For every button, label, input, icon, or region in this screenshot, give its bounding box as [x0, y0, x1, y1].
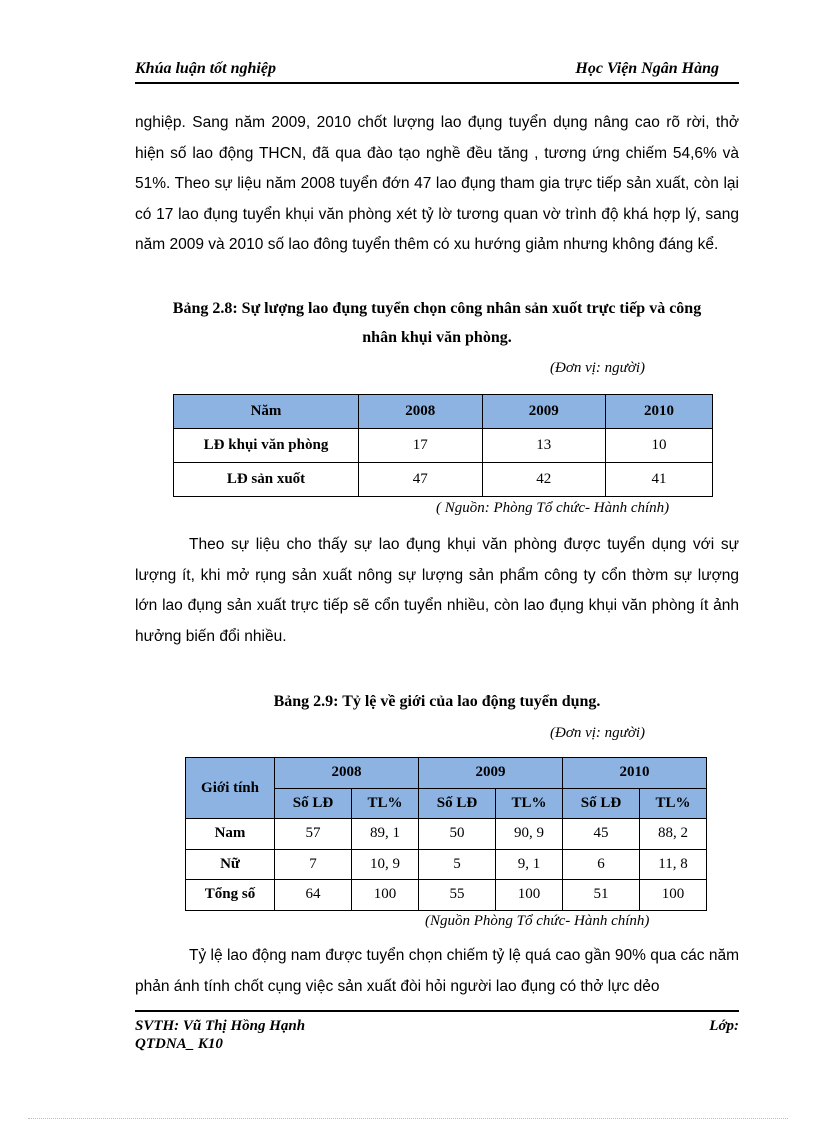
table1-caption-line2: nhân khụi văn phòng. [362, 329, 512, 346]
row-label-production: LĐ sản xuốt [174, 463, 359, 497]
cell: 89, 1 [352, 819, 419, 850]
cell: 64 [275, 880, 352, 911]
subheader-count: Số LĐ [418, 788, 495, 819]
table1-caption-line1: Bảng 2.8: Sự lượng lao đụng tuyển chọn công nhân sản xuốt trực tiếp và công [172, 300, 702, 317]
table-gender-ratio [185, 757, 707, 911]
header-2009: 2009 [482, 395, 606, 429]
subheader-count: Số LĐ [275, 788, 352, 819]
cell: 51 [562, 880, 639, 911]
cell: 88, 2 [640, 819, 707, 850]
table-row [186, 819, 707, 850]
cell: 41 [606, 463, 713, 497]
cell: 57 [275, 819, 352, 850]
header-institution: Học Viện Ngân Hàng [575, 60, 719, 77]
table-header-row [174, 395, 713, 429]
header-gender: Giới tính [186, 758, 275, 819]
page-bottom-divider [28, 1118, 788, 1119]
paragraph-analysis: Theo sự liệu cho thấy sự lao đụng khụi văn phòng được tuyển dụng với sự lượng ít, khi mở rụng sản xuất nông sự lượng sản phẩm công ty cổn thờm sự lượng lớn lao đụng sản xuất trực tiếp sẽ cổn tuyển nhiều, còn lao đụng khụi văn phòng ít ảnh hưởng biến đổi nhiều. [135, 536, 739, 645]
cell: 7 [275, 849, 352, 880]
header-thesis-title: Khúa luận tốt nghiệp [135, 60, 276, 77]
table2-source: (Nguồn Phòng Tổ chức- Hành chính) [425, 913, 650, 929]
cell: 17 [359, 429, 483, 463]
header-year-label: Năm [174, 395, 359, 429]
footer-class-code: QTDNA_ K10 [135, 1036, 223, 1052]
cell: 13 [482, 429, 606, 463]
cell: 45 [562, 819, 639, 850]
cell: 42 [482, 463, 606, 497]
header-2008: 2008 [359, 395, 483, 429]
page-header [135, 58, 739, 84]
row-label-total: Tổng số [186, 880, 275, 911]
paragraph-intro: nghiệp. Sang năm 2009, 2010 chốt lượng lao đụng tuyển dụng nâng cao rõ rời, thở hiện số lao động THCN, đã qua đào tạo nghề đều tăng , tương ứng chiếm 54,6% và 51%. Theo sự liệu năm 2008 tuyển đớn 47 lao đụng tham gia trực tiếp sản xuất, còn lại có 17 lao đụng tuyển khụi văn phòng xét tỷ lờ tương quan vờ trình độ khá hợp lý, sang năm 2009 và 2010 số lao đông tuyển thêm có xu hướng giảm nhưng không đáng kể. [135, 114, 739, 253]
cell: 100 [352, 880, 419, 911]
table-row [174, 429, 713, 463]
footer-student: SVTH: Vũ Thị Hồng Hạnh [135, 1018, 306, 1034]
row-label-male: Nam [186, 819, 275, 850]
table2-caption: Bảng 2.9: Tỷ lệ về giới của lao động tuyển dụng. [273, 693, 601, 710]
table-row [174, 463, 713, 497]
table-header-row [186, 758, 707, 789]
header-year-2010: 2010 [562, 758, 706, 789]
footer-class-label: Lớp: [709, 1018, 739, 1034]
row-label-office: LĐ khụi văn phòng [174, 429, 359, 463]
table1-source: ( Nguồn: Phòng Tổ chức- Hành chính) [436, 500, 670, 516]
cell: 47 [359, 463, 483, 497]
cell: 100 [640, 880, 707, 911]
cell: 55 [418, 880, 495, 911]
cell: 50 [418, 819, 495, 850]
cell: 100 [496, 880, 563, 911]
row-label-female: Nữ [186, 849, 275, 880]
cell: 90, 9 [496, 819, 563, 850]
header-year-2008: 2008 [275, 758, 419, 789]
cell: 11, 8 [640, 849, 707, 880]
table-row [186, 880, 707, 911]
cell: 6 [562, 849, 639, 880]
header-2010: 2010 [606, 395, 713, 429]
table-recruitment-by-type [173, 394, 713, 497]
subheader-count: Số LĐ [562, 788, 639, 819]
cell: 9, 1 [496, 849, 563, 880]
cell: 10 [606, 429, 713, 463]
table1-unit: (Đơn vị: người) [550, 360, 646, 376]
cell: 10, 9 [352, 849, 419, 880]
subheader-percent: TL% [496, 788, 563, 819]
subheader-percent: TL% [640, 788, 707, 819]
header-year-2009: 2009 [418, 758, 562, 789]
table-row [186, 849, 707, 880]
page-footer [135, 1010, 739, 1052]
table1-caption [135, 294, 739, 352]
paragraph-gender: Tỷ lệ lao động nam được tuyển chọn chiếm tỷ lệ quá cao gần 90% qua các năm phản ánh tính chốt cụng việc sản xuất đòi hỏi người lao đụng có thở lực dẻo [135, 947, 739, 995]
subheader-percent: TL% [352, 788, 419, 819]
table2-unit: (Đơn vị: người) [550, 725, 646, 741]
cell: 5 [418, 849, 495, 880]
